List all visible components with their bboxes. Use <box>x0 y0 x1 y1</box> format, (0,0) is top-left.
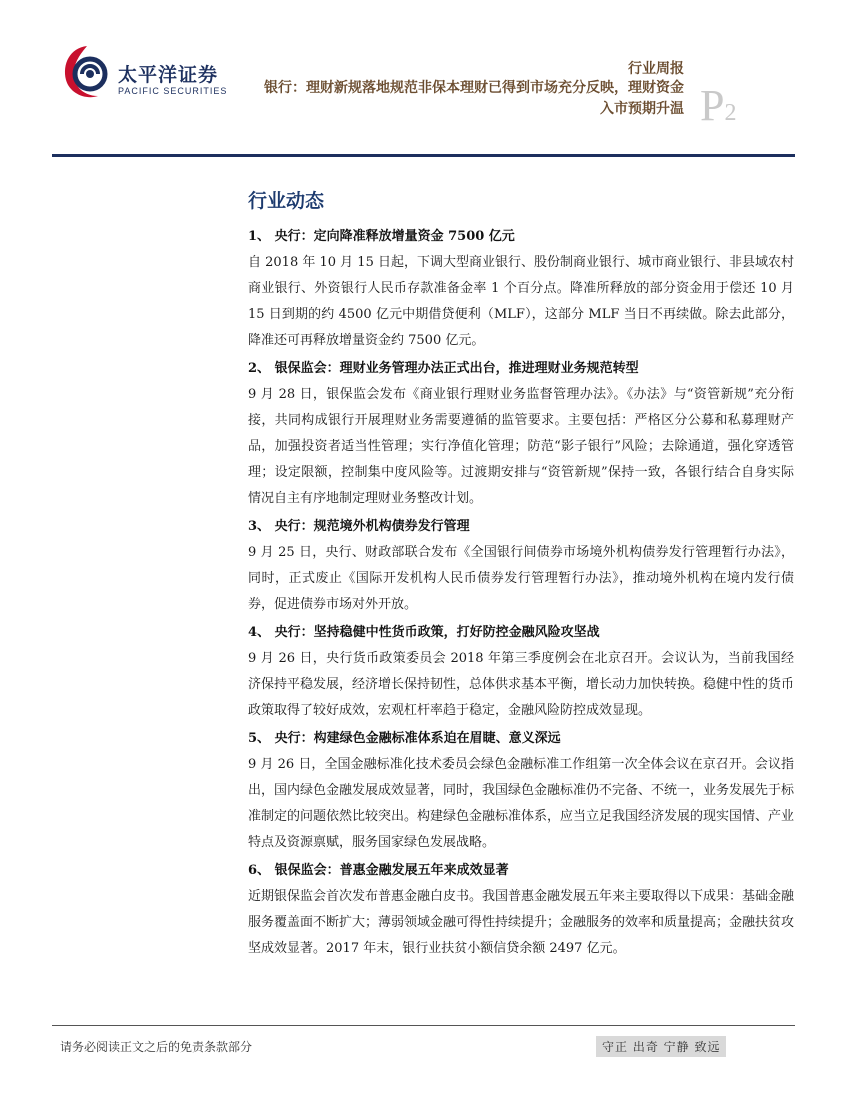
news-item-body: 9 月 25 日，央行、财政部联合发布《全国银行间债券市场境外机构债券发行管理暂行办法》，同时，正式废止《国际开发机构人民币债券发行管理暂行办法》，推动境外机构在境内发行债券，促进债券市场对外开放。 <box>248 545 794 612</box>
page-number-value: 2 <box>724 100 737 126</box>
news-item-heading: 6、 银保监会：普惠金融发展五年来成效显著 <box>248 863 509 878</box>
footer-disclaimer: 请务必阅读正文之后的免责条款部分 <box>60 1040 253 1054</box>
news-item-heading: 2、 银保监会：理财业务管理办法正式出台，推进理财业务规范转型 <box>248 361 639 376</box>
news-item <box>248 514 794 618</box>
page-number-prefix: P <box>700 81 725 130</box>
news-item-body: 9 月 26 日，央行货币政策委员会 2018 年第三季度例会在北京召开。会议认为，当前我国经济保持平稳发展，经济增长保持韧性，总体供求基本平衡，增长动力加快转换。稳健中性的货币政策取得了较好成效，宏观杠杆率趋于稳定，金融风险防控成效显现。 <box>248 651 795 718</box>
report-title <box>214 78 684 120</box>
logo-english-name: PACIFIC SECURITIES <box>118 86 228 96</box>
report-title-line-2: 入市预期升温 <box>600 101 684 117</box>
news-item-heading: 1、 央行：定向降准释放增量资金 7500 亿元 <box>248 229 515 244</box>
news-list <box>248 224 794 964</box>
section-title: 行业动态 <box>248 190 325 212</box>
news-item-body: 自 2018 年 10 月 15 日起，下调大型商业银行、股份制商业银行、城市商业银行、非县域农村商业银行、外资银行人民币存款准备金率 1 个百分点。降准所释放的部分资金用于偿还 10 月 15 日到期的约 4500 亿元中期借贷便利（MLF），这部分 MLF 当日不再续做。除去此部分，降准还可再释放增量资金约 7500 亿元。 <box>248 255 794 348</box>
news-item <box>248 858 794 962</box>
footer-motto: 守正 出奇 宁静 致远 <box>596 1036 726 1057</box>
report-type: 行业周报 <box>628 61 684 77</box>
news-item-body: 9 月 26 日，全国金融标准化技术委员会绿色金融标准工作组第一次全体会议在京召开。会议指出，国内绿色金融发展成效显著，同时，我国绿色金融标准仍不完备、不统一，业务发展先于标准制定的问题依然比较突出。构建绿色金融标准体系，应当立足我国经济发展的现实国情、产业特点及资源禀赋，服务国家绿色发展战略。 <box>248 757 795 850</box>
logo-chinese-name: 太平洋证券 <box>118 64 219 86</box>
news-item-heading: 3、 央行：规范境外机构债券发行管理 <box>248 519 470 534</box>
news-item-heading: 5、 央行：构建绿色金融标准体系迫在眉睫、意义深远 <box>248 731 561 746</box>
news-item <box>248 620 794 724</box>
news-item-heading: 4、 央行：坚持稳健中性货币政策，打好防控金融风险攻坚战 <box>248 625 600 640</box>
news-item <box>248 356 794 512</box>
report-title-line-1: 银行：理财新规落地规范非保本理财已得到市场充分反映，理财资金 <box>264 80 684 96</box>
news-item <box>248 224 794 354</box>
pacific-securities-logo-icon <box>60 42 114 102</box>
header-divider <box>52 154 795 157</box>
company-logo <box>60 42 240 112</box>
news-item-body: 近期银保监会首次发布普惠金融白皮书。我国普惠金融发展五年来主要取得以下成果：基础金融服务覆盖面不断扩大；薄弱领域金融可得性持续提升；金融服务的效率和质量提高；金融扶贫攻坚成效显著。2017 年末，银行业扶贫小额信贷余额 2497 亿元。 <box>248 889 795 956</box>
page-number <box>700 80 736 131</box>
news-item <box>248 726 794 856</box>
news-item-body: 9 月 28 日，银保监会发布《商业银行理财业务监督管理办法》。《办法》与“资管新规”充分衔接，共同构成银行开展理财业务需要遵循的监管要求。主要包括：严格区分公募和私募理财产品，加强投资者适当性管理；实行净值化管理；防范“影子银行”风险；去除通道，强化穿透管理；设定限额，控制集中度风险等。过渡期安排与“资管新规”保持一致，各银行结合自身实际情况自主有序地制定理财业务整改计划。 <box>248 387 794 506</box>
footer-divider <box>52 1025 795 1026</box>
